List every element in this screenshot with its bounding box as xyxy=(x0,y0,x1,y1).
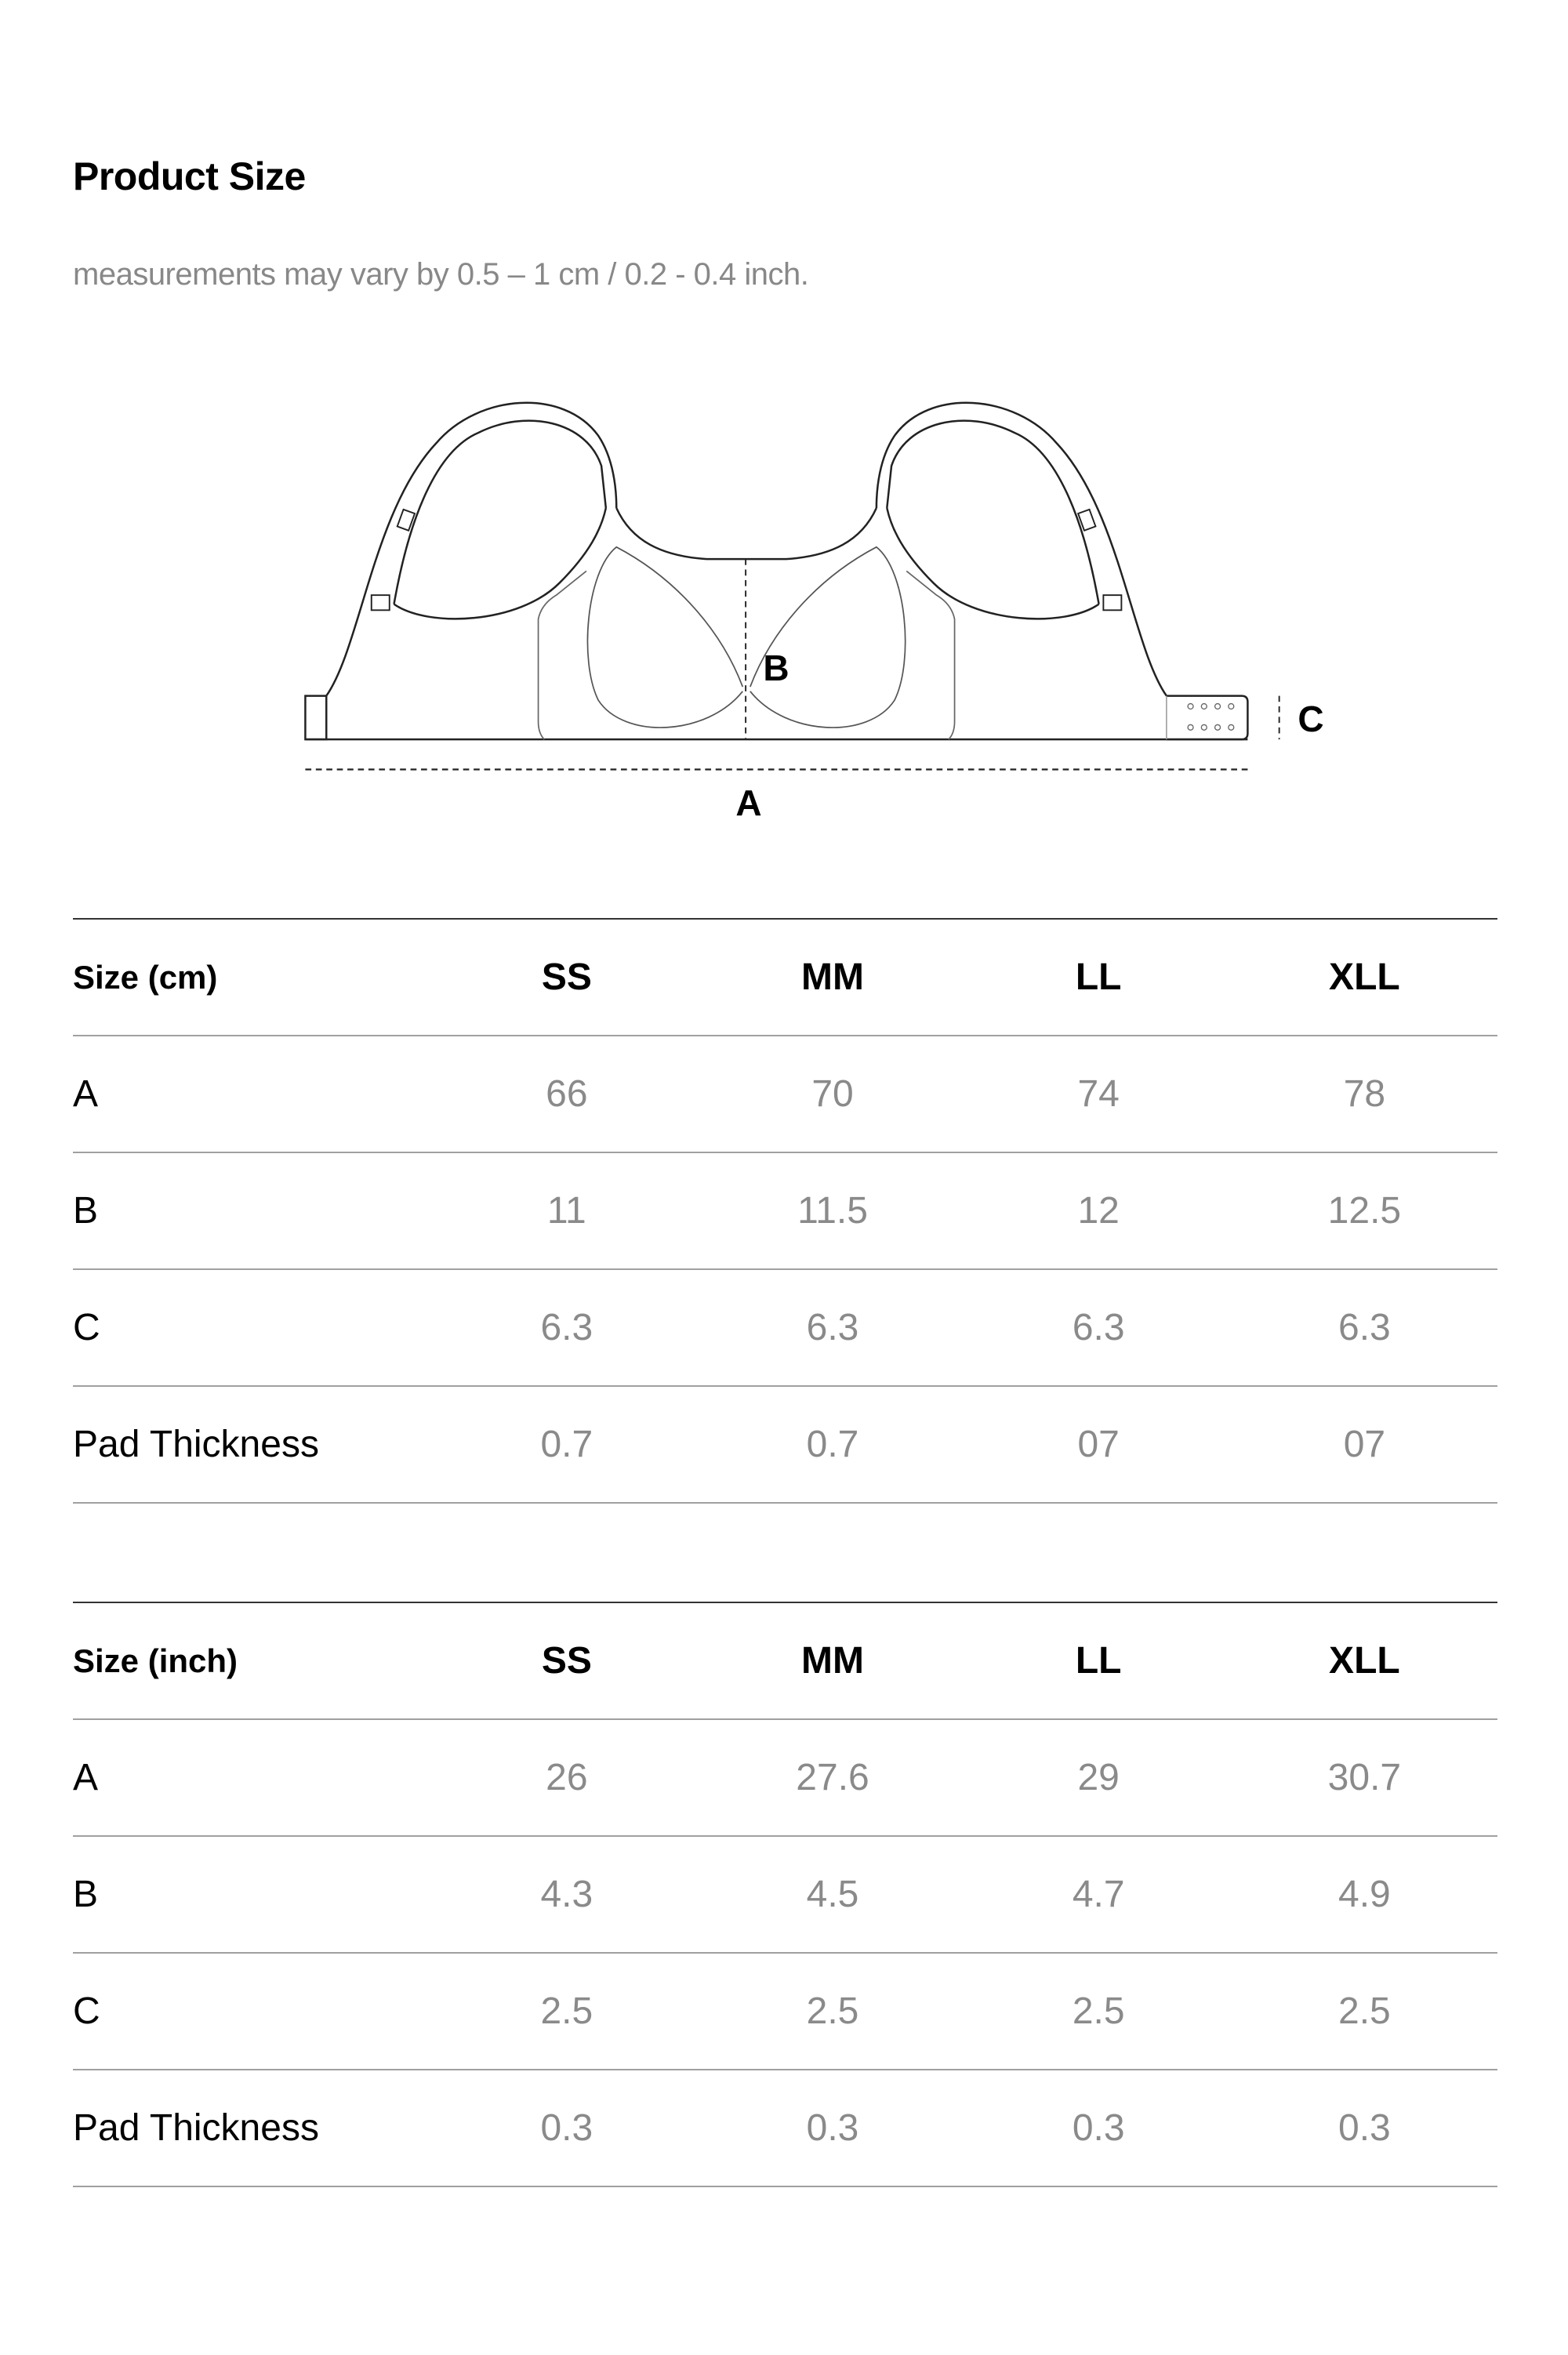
header-size: MM xyxy=(699,1602,965,1719)
row-label: B xyxy=(73,1152,434,1269)
header-size: SS xyxy=(434,1602,699,1719)
row-label: C xyxy=(73,1953,434,2070)
header-size: LL xyxy=(966,1602,1232,1719)
size-table-inch xyxy=(73,1602,1497,2187)
table-row xyxy=(73,1036,1497,1152)
cell: 30.7 xyxy=(1232,1719,1497,1836)
header-size: MM xyxy=(699,919,965,1036)
row-label: A xyxy=(73,1719,434,1836)
row-label: A xyxy=(73,1036,434,1152)
cell: 74 xyxy=(966,1036,1232,1152)
header-unit: Size (inch) xyxy=(73,1602,434,1719)
cell: 6.3 xyxy=(1232,1269,1497,1386)
cell: 4.9 xyxy=(1232,1836,1497,1953)
cell: 2.5 xyxy=(1232,1953,1497,2070)
table-row xyxy=(73,1719,1497,1836)
header-size: XLL xyxy=(1232,1602,1497,1719)
header-unit: Size (cm) xyxy=(73,919,434,1036)
cell: 4.7 xyxy=(966,1836,1232,1953)
row-label: C xyxy=(73,1269,434,1386)
cell: 07 xyxy=(966,1386,1232,1503)
header-size: LL xyxy=(966,919,1232,1036)
cell: 0.3 xyxy=(966,2070,1232,2186)
table-row xyxy=(73,1836,1497,1953)
label-b: B xyxy=(763,648,789,688)
cell: 0.3 xyxy=(434,2070,699,2186)
cell: 0.3 xyxy=(1232,2070,1497,2186)
cell: 11.5 xyxy=(699,1152,965,1269)
cell: 11 xyxy=(434,1152,699,1269)
table-row xyxy=(73,1386,1497,1503)
cell: 12.5 xyxy=(1232,1152,1497,1269)
page-title: Product Size xyxy=(73,154,306,198)
cell: 4.3 xyxy=(434,1836,699,1953)
table-row xyxy=(73,2070,1497,2186)
measurement-note: measurements may vary by 0.5 – 1 cm / 0.2 - 0.4 inch. xyxy=(73,257,809,292)
cell: 66 xyxy=(434,1036,699,1152)
cell: 26 xyxy=(434,1719,699,1836)
cell: 4.5 xyxy=(699,1836,965,1953)
cell: 6.3 xyxy=(699,1269,965,1386)
cell: 07 xyxy=(1232,1386,1497,1503)
header-size: SS xyxy=(434,919,699,1036)
cell: 6.3 xyxy=(434,1269,699,1386)
cell: 0.3 xyxy=(699,2070,965,2186)
cell: 2.5 xyxy=(966,1953,1232,2070)
header-size: XLL xyxy=(1232,919,1497,1036)
row-label: B xyxy=(73,1836,434,1953)
table-header-row xyxy=(73,1602,1497,1719)
cell: 2.5 xyxy=(434,1953,699,2070)
row-label: Pad Thickness xyxy=(73,1386,434,1503)
table-row xyxy=(73,1269,1497,1386)
row-label: Pad Thickness xyxy=(73,2070,434,2186)
size-table-cm xyxy=(73,918,1497,1504)
cell: 70 xyxy=(699,1036,965,1152)
cell: 0.7 xyxy=(699,1386,965,1503)
hook-eyes xyxy=(1188,704,1234,731)
cell: 27.6 xyxy=(699,1719,965,1836)
cell: 78 xyxy=(1232,1036,1497,1152)
cell: 2.5 xyxy=(699,1953,965,2070)
cell: 6.3 xyxy=(966,1269,1232,1386)
cell: 29 xyxy=(966,1719,1232,1836)
cell: 0.7 xyxy=(434,1386,699,1503)
label-a: A xyxy=(735,782,762,823)
table-row xyxy=(73,1953,1497,2070)
table-row xyxy=(73,1152,1497,1269)
label-c: C xyxy=(1298,699,1324,739)
cell: 12 xyxy=(966,1152,1232,1269)
table-header-row xyxy=(73,919,1497,1036)
